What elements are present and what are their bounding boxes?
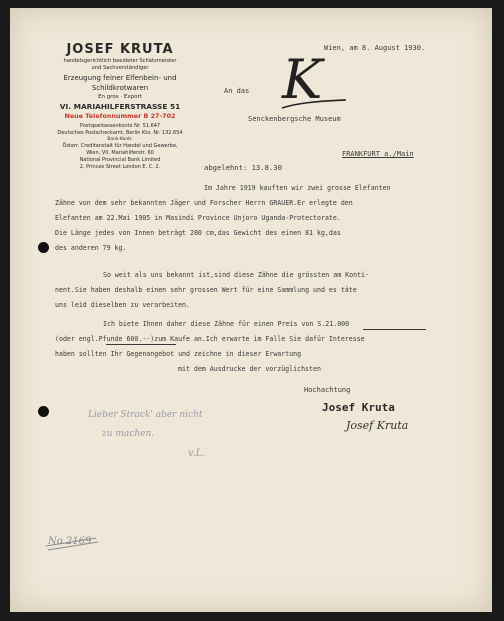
punch-hole-bottom [38,406,49,417]
pounds-underline [106,344,176,345]
letterhead-bank-5: Wien, VII. Mariahilferstr. 60 [86,150,154,156]
body-line: haben sollten Ihr Gegenangebot und zeichne in dieser Erwartung [55,350,302,358]
letterhead-bank-4: Österr. Creditanstalt für Handel und Gewerbe, [62,143,178,149]
crossed-out-note: No 2169 [48,536,92,547]
pencil-note-line-1: Lieber Strack' aber nicht [88,410,203,420]
letterhead-address: VI. MARIAHILFERSTRASSE 51 [59,102,181,111]
letterhead-trade-2: Schildkrotwaren [91,84,149,92]
reference-line: abgelehnt: 13.8.30 [204,163,282,172]
letterhead-bank-6: National Provincial Bank Limited [79,157,161,163]
letterhead-bank-3: Bank-Konti: [107,137,133,142]
letterhead-subtitle-1: handelsgerichtlich beeideter Schätzmeister [63,58,177,64]
body-line: (oder engl.Pfunde 600.--)zum Kaufe an.Ich erwarte im Falle Sie dafür Interesse [55,335,365,343]
body-line: So weit als uns bekannt ist,sind diese Zähne die grössten am Konti- [103,271,369,279]
body-line: uns leid dieselben zu verarbeiten. [55,301,190,309]
pencil-initials: v.L. [188,448,206,459]
date-line: Wien, am 8. August 1930. [324,44,426,52]
body-line: Zähne von dem sehr bekannten Jäger und Forscher Herrn GRAUER.Er erlegte den [55,199,353,207]
body-line: nent.Sie haben deshalb einen sehr grossen Wert für eine Sammlung und es täte [55,286,357,294]
recipient-city: FRANKFURT a./Main [342,150,414,158]
letterhead-bank-2: Deutsches Postscheckamt, Berlin Kto. Nr. 132.654 [57,130,183,136]
recipient-an: An das [224,87,250,95]
handwritten-initial: K [282,48,323,111]
body-line: Ich biete Ihnen daher diese Zähne für einen Preis von S.21.000 [103,320,350,328]
strike-through-marks [44,532,100,554]
recipient-museum: Senckenbergsche Museum [248,115,341,123]
closing-name: Josef Kruta [322,401,395,414]
handwritten-signature: Josef Kruta [346,419,409,432]
letterhead-engros: En gros · Export [98,94,142,100]
closing-greeting: Hochachtung [304,386,351,394]
letterhead-subtitle-2: und Sachverständiger [91,65,149,71]
body-line: Elefanten am 22.Mai 1905 in Masindi Province Unjoro Uganda-Protectorate. [55,214,341,222]
letter-sheet [10,8,492,612]
body-line: Im Jahre 1919 kauften wir zwei grosse Elefanten [204,184,391,192]
initial-underline [280,98,348,112]
body-line: mit dem Ausdrucke der vorzüglichsten [178,365,321,373]
letterhead-bank-1: Postsparkassenkonto Nr. 51.647 [79,123,161,129]
company-name: JOSEF KRUTA [66,42,174,57]
price-underline [363,329,426,330]
letterhead-trade-1: Erzeugung feiner Elfenbein- und [63,74,177,82]
body-line: Die Länge jedes von Innen beträgt 280 cm,das Gewicht des einen 81 kg,das [55,229,341,237]
letterhead-bank-7: 2, Princes Street London E. C. 2. [79,164,161,170]
letterhead-telephone-stamp: Neue Telefonnummer B 27-702 [64,112,176,120]
punch-hole-top [38,242,49,253]
pencil-note-line-2: zu machen. [102,429,155,439]
body-line: des anderen 79 kg. [55,244,127,252]
